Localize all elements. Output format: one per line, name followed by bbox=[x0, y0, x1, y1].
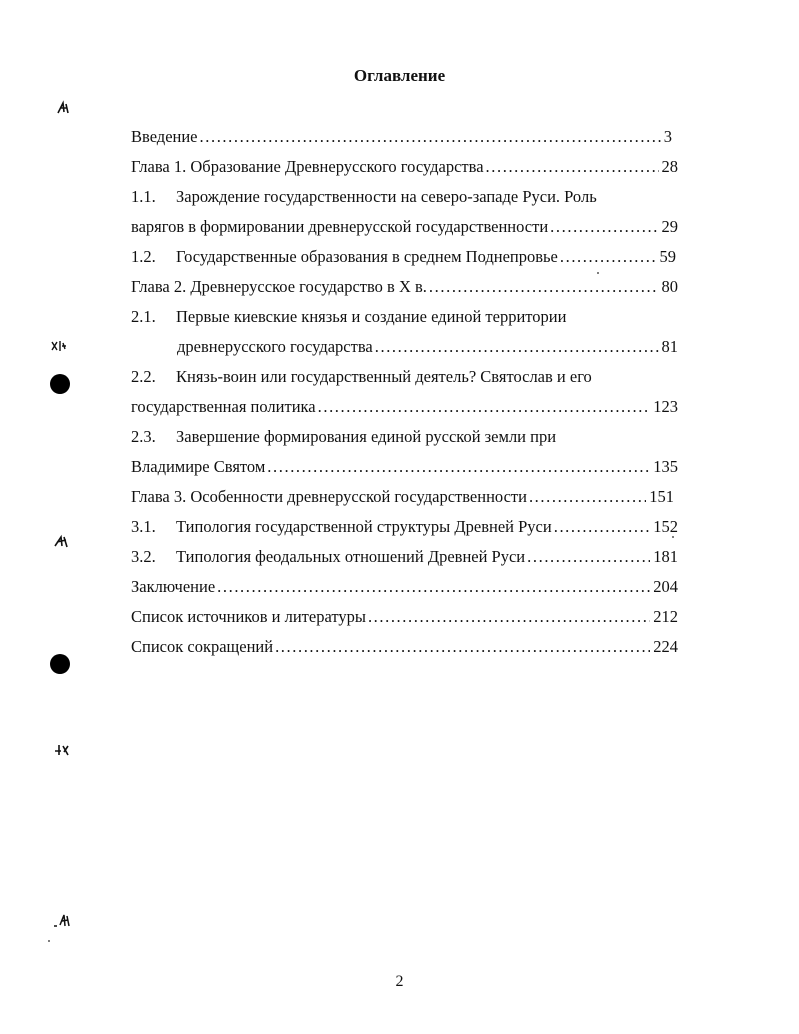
toc-entry-introduction bbox=[131, 126, 678, 148]
toc-entry-chapter-1 bbox=[131, 156, 678, 178]
scan-speck bbox=[672, 536, 674, 538]
toc-entry-text: Список сокращений bbox=[131, 637, 274, 656]
toc-entry-text: Завершение формирования единой русской земли при bbox=[176, 427, 557, 446]
scan-artifact-icon bbox=[50, 338, 68, 354]
scan-artifact-icon bbox=[52, 912, 72, 930]
dot-leader bbox=[554, 516, 651, 538]
toc-entry-section-1-1 bbox=[131, 186, 678, 208]
toc-entry-page: 152 bbox=[653, 517, 678, 536]
toc-entry-number: 1.1. bbox=[131, 187, 156, 206]
toc-entry-page: 29 bbox=[661, 217, 678, 236]
toc-entry-section-2-3 bbox=[131, 426, 678, 448]
toc-entry-text: Глава 1. Образование Древнерусского государства bbox=[131, 157, 484, 176]
toc-entry-number: 2.1. bbox=[131, 307, 156, 326]
toc-entry-section-2-1 bbox=[131, 306, 678, 328]
dot-leader bbox=[200, 126, 661, 148]
dot-leader bbox=[527, 546, 650, 568]
toc-entry-page: 123 bbox=[653, 397, 678, 416]
toc-entry-sources bbox=[131, 606, 678, 628]
toc-entry-chapter-3 bbox=[131, 486, 678, 508]
toc-entry-page: 59 bbox=[659, 247, 676, 266]
punch-hole-mark bbox=[50, 374, 70, 394]
toc-entry-text: варягов в формировании древнерусской государственности bbox=[131, 217, 549, 236]
toc-entry-text: государственная политика bbox=[131, 397, 316, 416]
toc-entry-number: 1.2. bbox=[131, 247, 156, 266]
toc-entry-page: 181 bbox=[653, 547, 678, 566]
toc-entry-page: 3 bbox=[663, 127, 672, 146]
toc-entry-chapter-2 bbox=[131, 276, 678, 298]
dot-leader bbox=[560, 246, 657, 268]
toc-entry-conclusion bbox=[131, 576, 678, 598]
dot-leader bbox=[217, 576, 650, 598]
page-number: 2 bbox=[395, 973, 404, 990]
toc-entry-page: 204 bbox=[653, 577, 678, 596]
toc-entry-text: Типология феодальных отношений Древней Руси bbox=[176, 547, 526, 566]
toc-entry-page: 80 bbox=[661, 277, 678, 296]
dot-leader bbox=[529, 486, 646, 508]
toc-entry-number: 3.1. bbox=[131, 517, 156, 536]
toc-entry-text: Глава 3. Особенности древнерусской государственности bbox=[131, 487, 527, 506]
toc-entry-text: Зарождение государственности на северо-западе Руси. Роль bbox=[176, 187, 597, 206]
toc-entry-abbreviations bbox=[131, 636, 678, 658]
toc-entry-number: 2.3. bbox=[131, 427, 156, 446]
dot-leader bbox=[267, 456, 650, 478]
dot-leader bbox=[318, 396, 651, 418]
punch-hole-mark bbox=[50, 654, 70, 674]
scan-speck bbox=[597, 272, 599, 274]
toc-entry-number: 3.2. bbox=[131, 547, 156, 566]
toc-entry-page: 212 bbox=[653, 607, 678, 626]
toc-entry-page: 28 bbox=[661, 157, 678, 176]
scan-artifact-icon bbox=[55, 100, 71, 116]
toc-entry-text: Введение bbox=[131, 127, 198, 146]
toc-entry-text: Список источников и литературы bbox=[131, 607, 366, 626]
dot-leader bbox=[486, 156, 659, 178]
scan-speck bbox=[48, 940, 50, 942]
toc-entry-page: 224 bbox=[653, 637, 678, 656]
toc-entry-section-2-2 bbox=[131, 366, 678, 388]
toc-entry-section-2-2-continued bbox=[131, 396, 678, 418]
toc-entry-text: Первые киевские князья и создание единой территории bbox=[176, 307, 567, 326]
page-title: Оглавление bbox=[353, 66, 446, 85]
toc-entry-section-1-2 bbox=[131, 246, 678, 268]
toc-entry-section-3-1 bbox=[131, 516, 678, 538]
dot-leader bbox=[429, 276, 659, 298]
toc-entry-text: Владимире Святом bbox=[131, 457, 266, 476]
dot-leader bbox=[275, 636, 650, 658]
toc-entry-section-2-1-continued bbox=[177, 336, 678, 358]
toc-entry-text: Заключение bbox=[131, 577, 216, 596]
toc-entry-text: древнерусского государства bbox=[177, 337, 373, 356]
toc-entry-page: 135 bbox=[653, 457, 678, 476]
toc-entry-page: 81 bbox=[661, 337, 678, 356]
toc-entry-section-2-3-continued bbox=[131, 456, 678, 478]
dot-leader bbox=[375, 336, 659, 358]
dot-leader bbox=[368, 606, 650, 628]
toc-entry-text: Глава 2. Древнерусское государство в X в. bbox=[131, 277, 427, 296]
dot-leader bbox=[550, 216, 658, 238]
toc-entry-text: Князь-воин или государственный деятель? Святослав и его bbox=[176, 367, 592, 386]
toc-entry-section-3-2 bbox=[131, 546, 678, 568]
toc-entry-page: 151 bbox=[649, 487, 674, 506]
toc-entry-section-1-1-continued bbox=[131, 216, 678, 238]
toc-entry-text: Типология государственной структуры Древней Руси bbox=[176, 517, 552, 536]
scan-artifact-icon bbox=[52, 534, 70, 550]
toc-entry-number: 2.2. bbox=[131, 367, 156, 386]
scan-artifact-icon bbox=[53, 742, 71, 758]
toc-entry-text: Государственные образования в среднем Поднепровье bbox=[176, 247, 558, 266]
